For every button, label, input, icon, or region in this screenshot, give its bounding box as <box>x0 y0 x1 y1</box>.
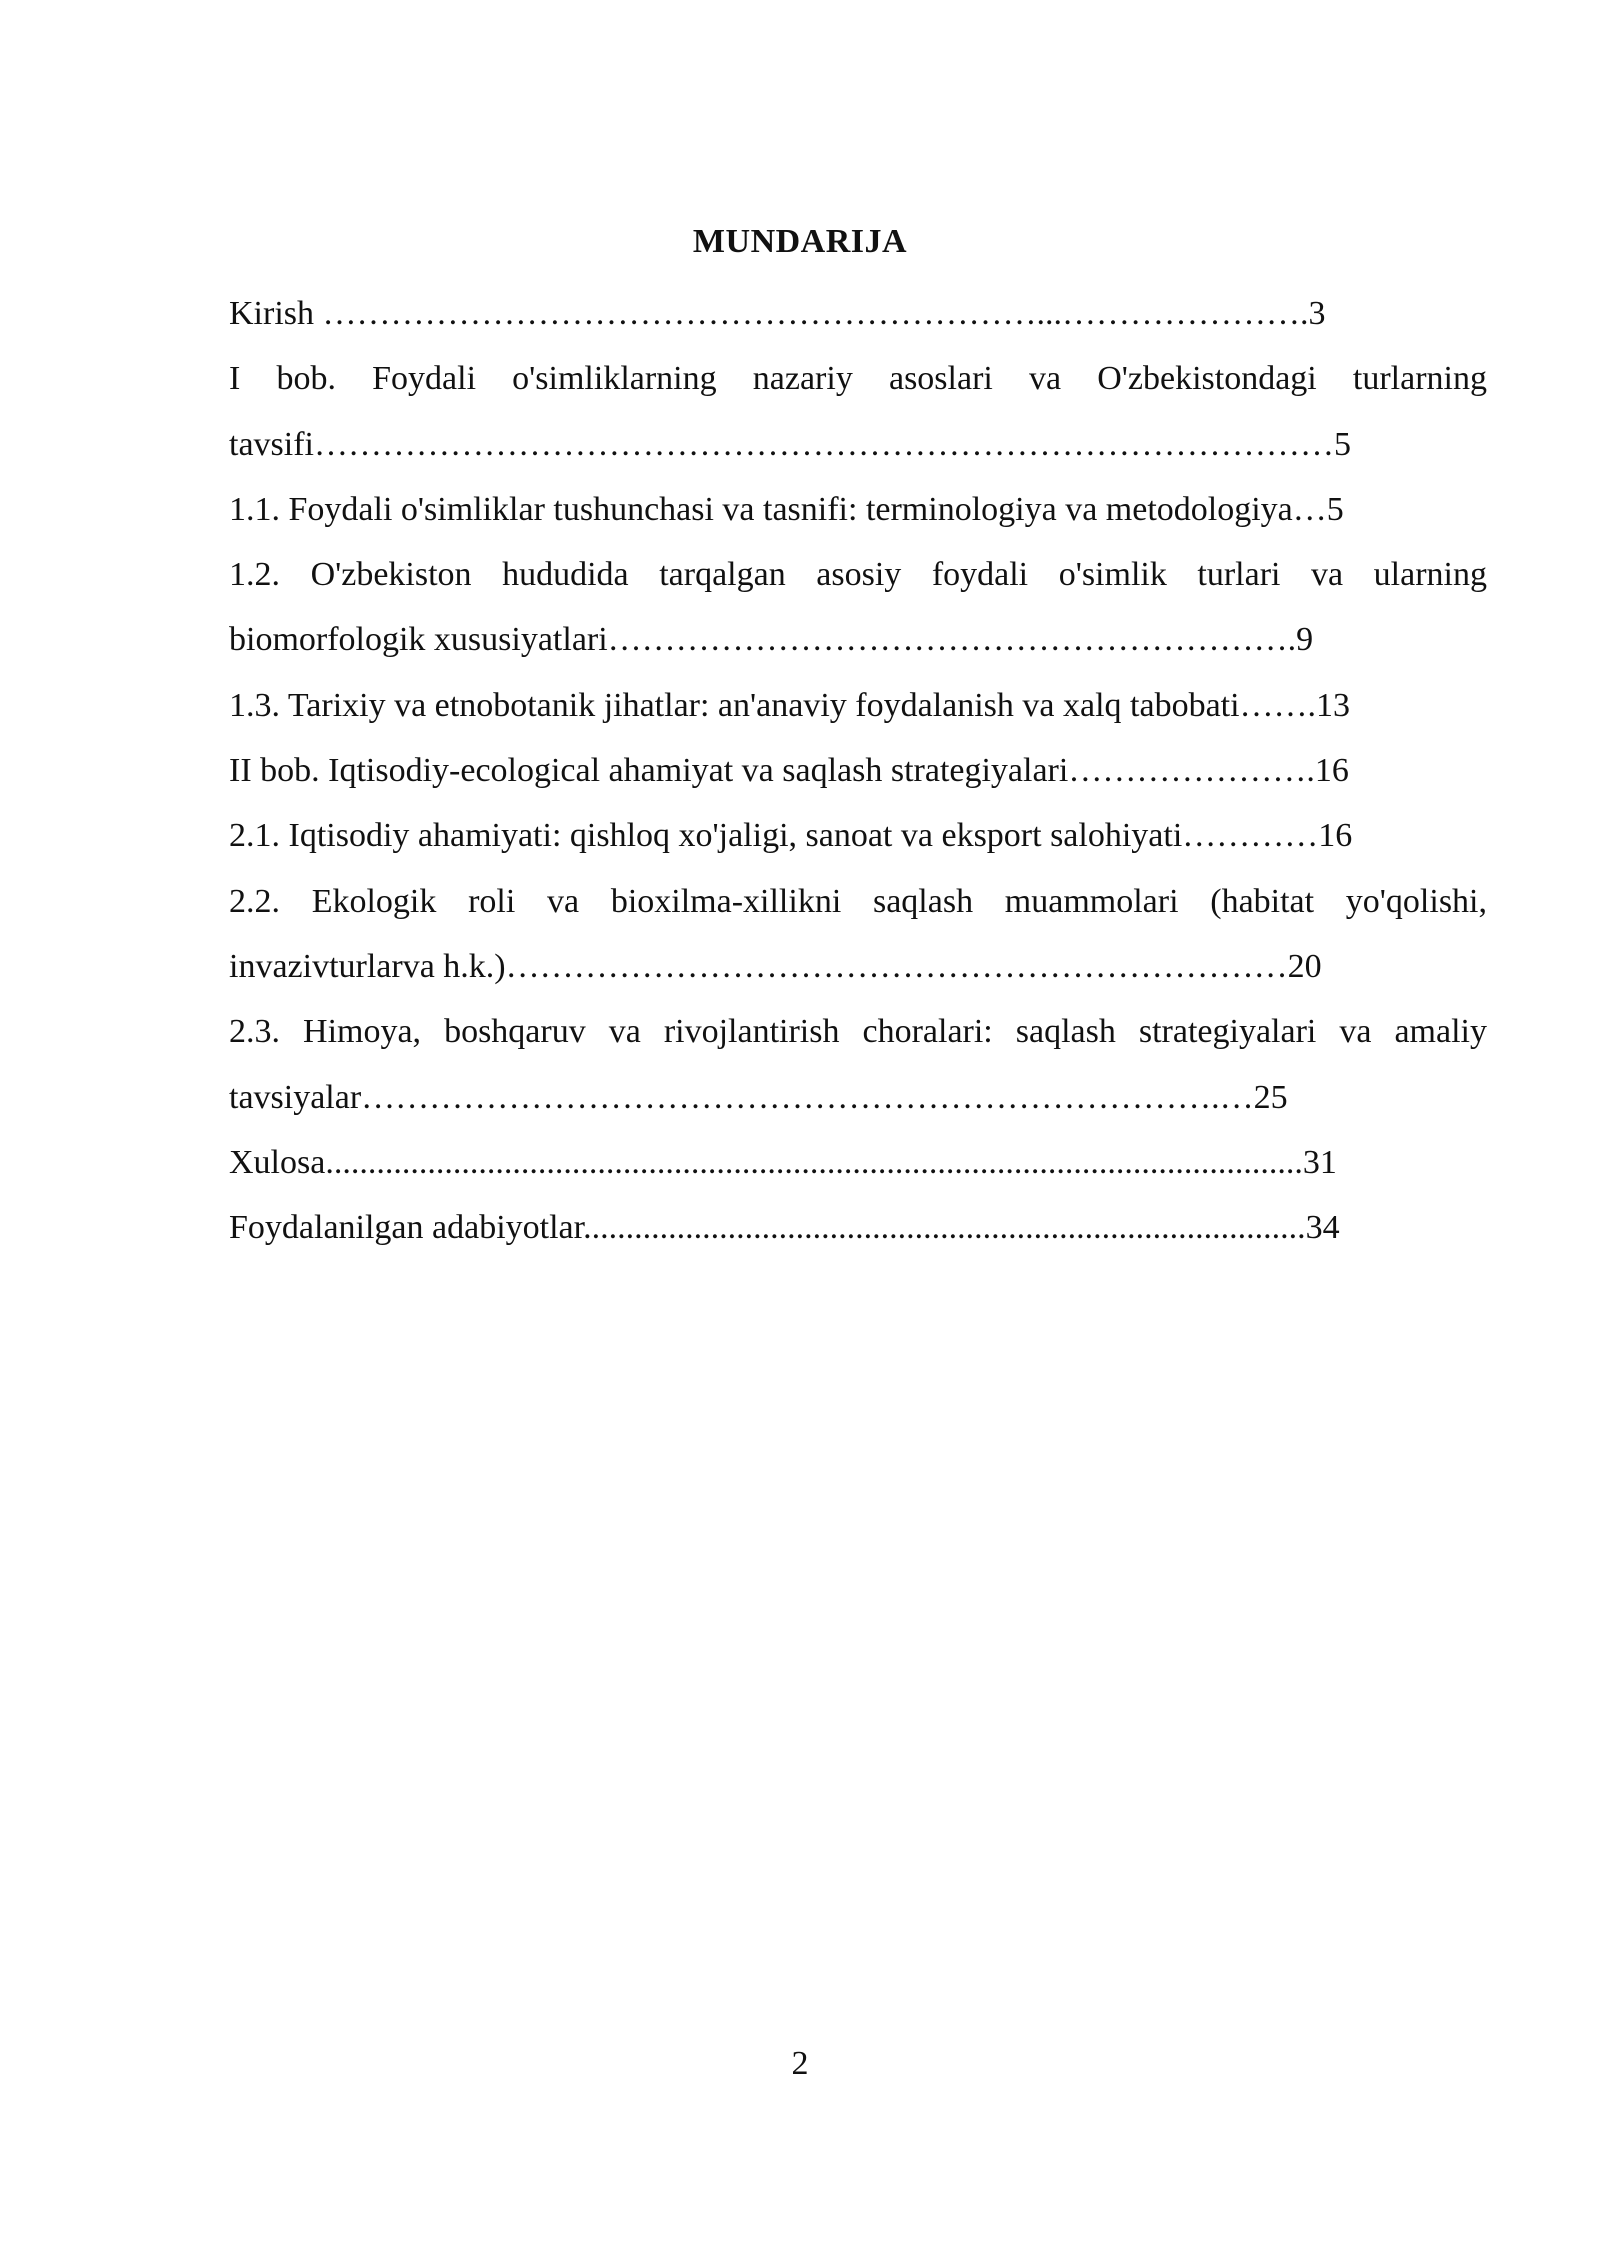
toc-line-section-2-3: 2.3. Himoya, boshqaruv va rivojlantirish choralari: saqlash strategiyalari va amaliy <box>229 1013 1487 1051</box>
toc-line-references: Foydalanilgan adabiyotlar.....................................................................................34 <box>229 1209 1340 1247</box>
toc-line-xulosa: Xulosa...................................................................................................................31 <box>229 1143 1337 1181</box>
page-number: 2 <box>791 2045 809 2082</box>
toc-line-section-2-2-cont: invazivturlarva h.k.)……………………………………………………………20 <box>229 947 1322 985</box>
table-of-contents <box>229 281 1487 1260</box>
toc-line-section-1-2: 1.2. O'zbekiston hududida tarqalgan asosiy foydali o'simlik turlari va ularning <box>229 556 1487 594</box>
toc-line-chapter-1: I bob. Foydali o'simliklarning nazariy asoslari va O'zbekistondagi turlarning <box>229 360 1487 398</box>
toc-line-section-1-3: 1.3. Tarixiy va etnobotanik jihatlar: an'anaviy foydalanish va xalq tabobati…….13 <box>229 686 1351 724</box>
toc-line-section-2-3-cont: tavsiyalar………………………………………………………………….…25 <box>229 1078 1288 1116</box>
toc-line-section-2-1: 2.1. Iqtisodiy ahamiyati: qishloq xo'jaligi, sanoat va eksport salohiyati…………16 <box>229 817 1353 855</box>
toc-line-section-1-1: 1.1. Foydali o'simliklar tushunchasi va tasnifi: terminologiya va metodologiya…5 <box>229 490 1344 528</box>
toc-line-chapter-2: II bob. Iqtisodiy-ecological ahamiyat va saqlash strategiyalari………………….16 <box>229 752 1349 790</box>
toc-title: MUNDARIJA <box>692 223 908 260</box>
toc-line-kirish: Kirish ………………………………………………………...………………….3 <box>229 295 1326 332</box>
toc-line-section-1-2-cont: biomorfologik xususiyatlari…………………………………………………….9 <box>229 621 1314 659</box>
toc-line-section-2-2: 2.2. Ekologik roli va bioxilma-xillikni saqlash muammolari (habitat yo'qolishi, <box>229 882 1487 920</box>
toc-line-chapter-1-cont: tavsifi………………………………………………………………………………5 <box>229 425 1351 463</box>
